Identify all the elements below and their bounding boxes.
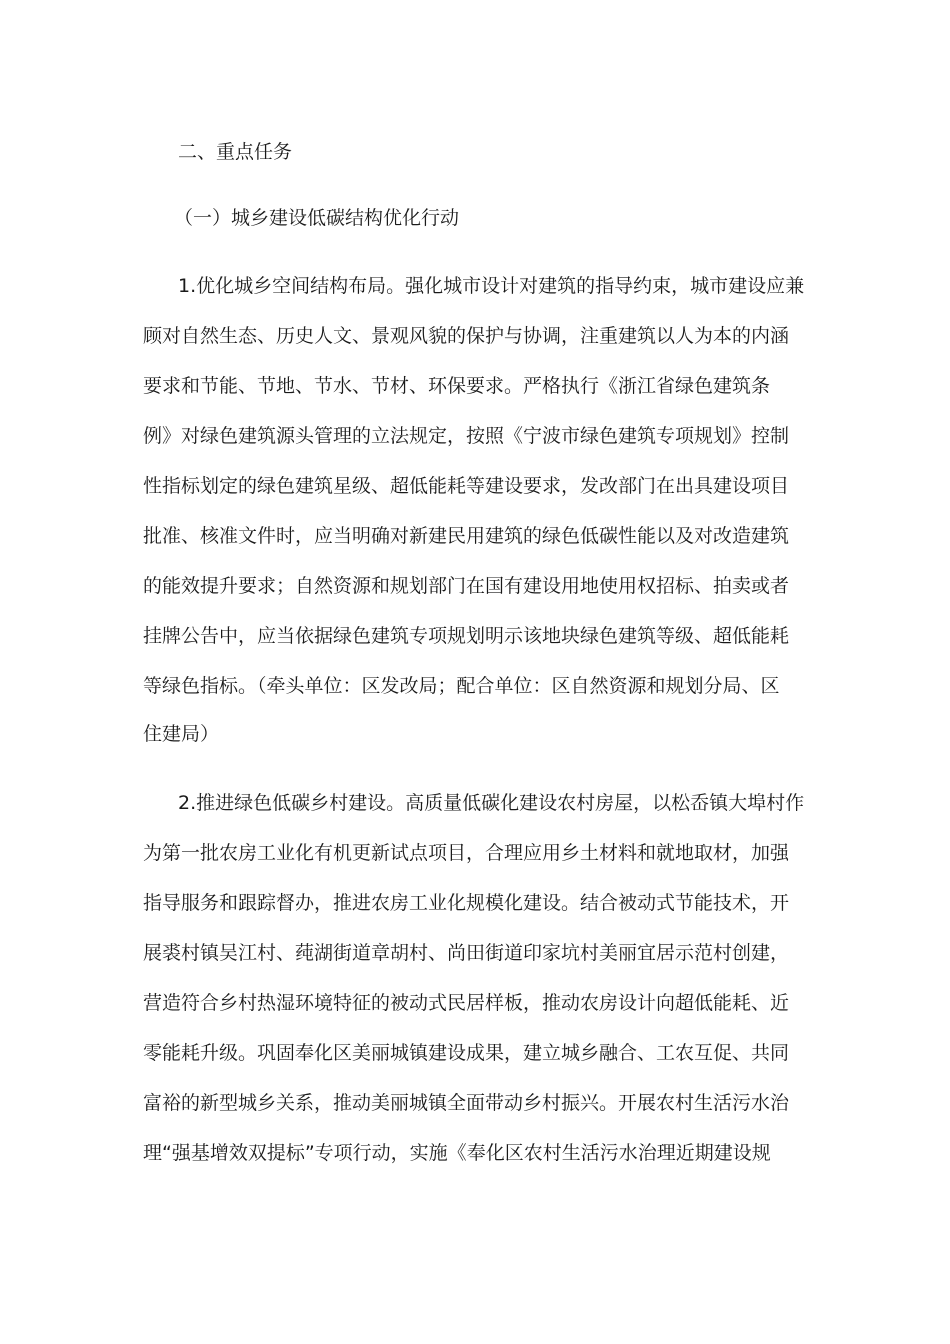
paragraph2-line: 零能耗升级。巩固奉化区美丽城镇建设成果，建立城乡融合、工农互促、共同: [143, 1042, 790, 1064]
paragraph1-line: 批准、核准文件时，应当明确对新建民用建筑的绿色低碳性能以及对改造建筑: [143, 525, 790, 547]
paragraph1-line: 的能效提升要求；自然资源和规划部门在国有建设用地使用权招标、拍卖或者: [143, 575, 790, 597]
paragraph1-line: 住建局）: [143, 723, 220, 745]
paragraph1-line: 例》对绿色建筑源头管理的立法规定，按照《宁波市绿色建筑专项规划》控制: [143, 425, 790, 447]
paragraph2-line: 富裕的新型城乡关系，推动美丽城镇全面带动乡村振兴。开展农村生活污水治: [143, 1092, 790, 1114]
section-heading: 二、重点任务: [178, 141, 293, 163]
paragraph1-line: 性指标划定的绿色建筑星级、超低能耗等建设要求，发改部门在出具建设项目: [143, 475, 790, 497]
paragraph1-line: 1.优化城乡空间结构布局。强化城市设计对建筑的指导约束，城市建设应兼: [178, 275, 805, 297]
paragraph1-line: 顾对自然生态、历史人文、景观风貌的保护与协调，注重建筑以人为本的内涵: [143, 325, 790, 347]
paragraph2-line: 为第一批农房工业化有机更新试点项目，合理应用乡土材料和就地取材，加强: [143, 842, 790, 864]
paragraph1-line: 要求和节能、节地、节水、节材、环保要求。严格执行《浙江省绿色建筑条: [143, 375, 771, 397]
paragraph2-line: 指导服务和跟踪督办，推进农房工业化规模化建设。结合被动式节能技术，开: [143, 892, 790, 914]
paragraph1-line: 挂牌公告中，应当依据绿色建筑专项规划明示该地块绿色建筑等级、超低能耗: [143, 625, 790, 647]
paragraph2-line: 展裘村镇吴江村、莼湖街道章胡村、尚田街道印家坑村美丽宜居示范村创建，: [143, 942, 790, 964]
subsection-heading: （一）城乡建设低碳结构优化行动: [174, 207, 460, 229]
paragraph2-line: 2.推进绿色低碳乡村建设。高质量低碳化建设农村房屋，以松岙镇大埠村作: [178, 792, 805, 814]
paragraph2-line: 营造符合乡村热湿环境特征的被动式民居样板，推动农房设计向超低能耗、近: [143, 992, 790, 1014]
paragraph1-line: 等绿色指标。（牵头单位：区发改局；配合单位：区自然资源和规划分局、区: [143, 675, 780, 697]
paragraph2-line: 理“强基增效双提标”专项行动，实施《奉化区农村生活污水治理近期建设规: [143, 1142, 771, 1164]
